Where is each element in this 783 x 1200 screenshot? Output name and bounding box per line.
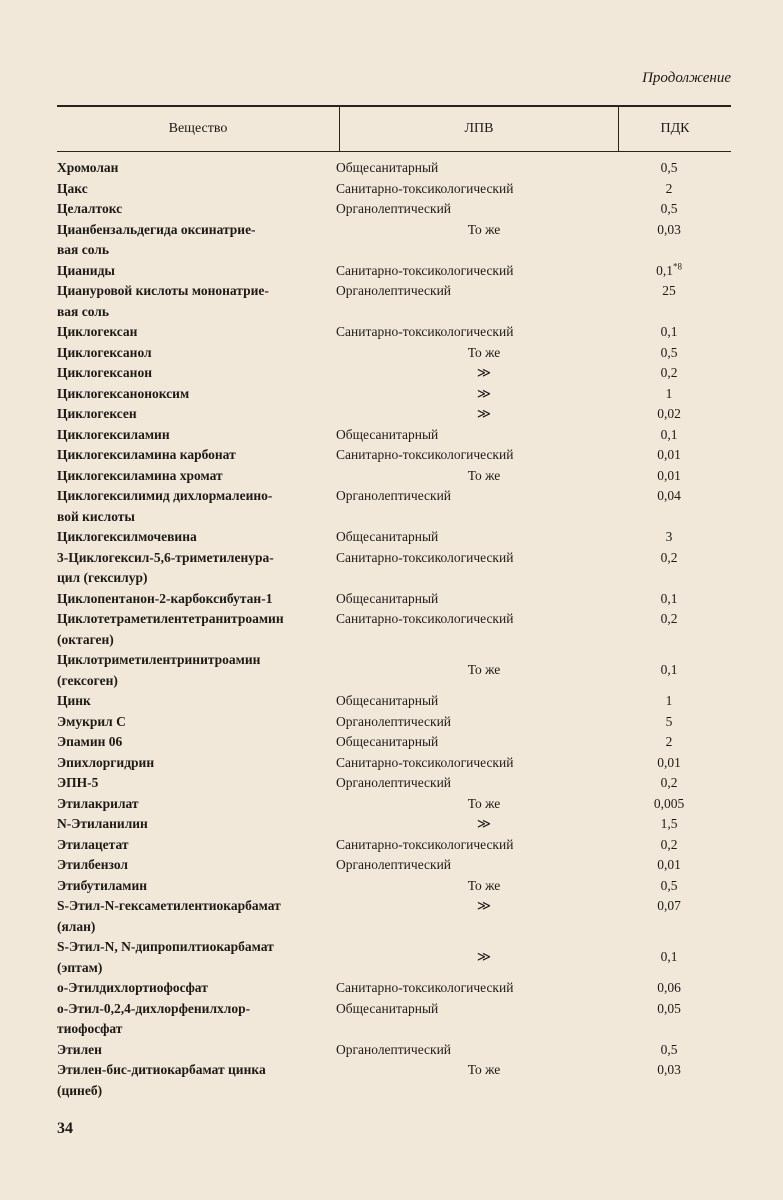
pdk-value: 0,1 bbox=[660, 949, 678, 964]
table-row bbox=[57, 384, 731, 405]
lpv-value: То же bbox=[467, 221, 501, 237]
table-body bbox=[57, 158, 731, 1101]
lpv-value: Санитарно-токсикологический bbox=[336, 549, 514, 565]
pdk-value: 0,07 bbox=[657, 898, 681, 913]
table-row bbox=[57, 404, 731, 425]
lpv-value: Общесанитарный bbox=[336, 426, 439, 442]
lpv-value: Санитарно-токсикологический bbox=[336, 611, 514, 626]
substance-name: Циклогексиламин bbox=[57, 426, 170, 442]
pdk-value: 0,5 bbox=[660, 877, 678, 893]
lpv-value: То же bbox=[467, 662, 501, 677]
substance-name: Циклогексан bbox=[57, 324, 138, 339]
table-row bbox=[57, 732, 731, 753]
pdk-value: 0,1 bbox=[660, 662, 678, 677]
substance-name: Этилацетат bbox=[57, 836, 129, 852]
lpv-value: Органолептический bbox=[336, 1041, 452, 1057]
pdk-value: 25 bbox=[662, 283, 676, 298]
substance-name: Эпамин 06 bbox=[57, 734, 123, 749]
substance-name: Циклопентанон-2-карбоксибутан-1 bbox=[57, 590, 273, 606]
table-row bbox=[57, 445, 731, 466]
substance-name: Циклогексиламина хромат bbox=[57, 467, 223, 483]
substance-name: Цианбензальдегида оксинатрие- вая соль bbox=[57, 221, 256, 257]
table-row bbox=[57, 1040, 731, 1061]
substance-name: Эмукрил С bbox=[57, 713, 126, 729]
substance-name: Циклогексен bbox=[57, 406, 137, 421]
lpv-value: Общесанитарный bbox=[336, 1000, 439, 1016]
table-row bbox=[57, 753, 731, 774]
substance-name: Цианиды bbox=[57, 262, 115, 278]
substance-name: N-Этиланилин bbox=[57, 816, 148, 831]
table-row bbox=[57, 322, 731, 343]
pdk-value: 0,2 bbox=[660, 836, 678, 852]
table-row bbox=[57, 199, 731, 220]
substance-name: Хромолан bbox=[57, 160, 119, 175]
pdk-value: 0,2 bbox=[660, 611, 678, 626]
table-row bbox=[57, 650, 731, 691]
continued-label: Продолжение bbox=[642, 70, 731, 86]
lpv-value: Санитарно-токсикологический bbox=[336, 836, 514, 852]
lpv-value: ≫ bbox=[476, 898, 492, 913]
pdk-value: 0,005 bbox=[653, 795, 685, 811]
lpv-value: То же bbox=[467, 467, 501, 483]
pdk-value: 2 bbox=[665, 180, 673, 196]
pdk-value: 1 bbox=[665, 693, 673, 708]
table-row bbox=[57, 179, 731, 200]
lpv-value: Санитарно-токсикологический bbox=[336, 754, 514, 770]
table-row bbox=[57, 527, 731, 548]
substance-name: Этилен bbox=[57, 1041, 102, 1057]
pdk-value: 0,05 bbox=[657, 1000, 681, 1016]
lpv-value: То же bbox=[467, 344, 501, 360]
substance-name: о-Этил-0,2,4-дихлорфенилхлор- тиофосфат bbox=[57, 1000, 251, 1036]
substance-name: Эпихлоргидрин bbox=[57, 754, 155, 770]
table-row bbox=[57, 937, 731, 978]
substance-name: S-Этил-N-гексаметилентиокарбамат (ялан) bbox=[57, 898, 281, 934]
lpv-value: ≫ bbox=[476, 365, 492, 380]
pdk-value: 3 bbox=[665, 529, 673, 544]
lpv-value: Санитарно-токсикологический bbox=[336, 180, 514, 196]
pdk-value: 0,1 bbox=[660, 590, 678, 606]
table-row bbox=[57, 999, 731, 1040]
table-row bbox=[57, 548, 731, 589]
lpv-value: ≫ bbox=[476, 949, 492, 964]
substance-name: Целалтокс bbox=[57, 201, 123, 216]
table-row bbox=[57, 363, 731, 384]
table-row bbox=[57, 814, 731, 835]
lpv-value: Общесанитарный bbox=[336, 160, 439, 175]
pdk-value: 0,01 bbox=[657, 467, 681, 483]
lpv-value: Органолептический bbox=[336, 201, 452, 216]
pdk-value: 0,5 bbox=[660, 160, 678, 175]
table-row bbox=[57, 261, 731, 282]
table-row bbox=[57, 158, 731, 179]
lpv-value: Органолептический bbox=[336, 775, 452, 790]
lpv-value: То же bbox=[467, 877, 501, 893]
table-row bbox=[57, 1060, 731, 1101]
pdk-value: 0,5 bbox=[660, 1041, 678, 1057]
pdk-value: 0,1 bbox=[660, 324, 678, 339]
page-number: 34 bbox=[57, 1120, 73, 1137]
table-row bbox=[57, 220, 731, 261]
substance-name: Этилакрилат bbox=[57, 795, 139, 811]
lpv-value: Санитарно-токсикологический bbox=[336, 980, 514, 995]
pdk-value: 0,01 bbox=[657, 857, 681, 872]
substance-name: 3-Циклогексил-5,6-триметиленура- цил (гексилур) bbox=[57, 549, 274, 585]
pdk-value: 0,04 bbox=[657, 488, 681, 503]
lpv-value: Санитарно-токсикологический bbox=[336, 447, 514, 462]
lpv-value: ≫ bbox=[476, 385, 492, 401]
substance-name: Циклогексанол bbox=[57, 344, 152, 360]
pdk-value: 0,03 bbox=[657, 221, 681, 237]
table-row bbox=[57, 343, 731, 364]
header-pdk: ПДК bbox=[660, 121, 690, 136]
pdk-value: 0,01 bbox=[657, 754, 681, 770]
lpv-value: Общесанитарный bbox=[336, 529, 439, 544]
lpv-value: ≫ bbox=[476, 406, 492, 421]
substance-name: Циклогексанон bbox=[57, 365, 152, 380]
table-header bbox=[57, 105, 731, 152]
table-row bbox=[57, 609, 731, 650]
pdk-value: 5 bbox=[665, 713, 673, 729]
substance-name: Циклогексаноноксим bbox=[57, 385, 190, 401]
lpv-value: Органолептический bbox=[336, 283, 452, 298]
lpv-value: ≫ bbox=[476, 816, 492, 831]
table-row bbox=[57, 425, 731, 446]
table-row bbox=[57, 876, 731, 897]
table-row bbox=[57, 712, 731, 733]
pdk-value: 0,01 bbox=[657, 447, 681, 462]
table-row bbox=[57, 773, 731, 794]
lpv-value: Органолептический bbox=[336, 488, 452, 503]
substance-name: Цинк bbox=[57, 693, 91, 708]
lpv-value: То же bbox=[467, 1062, 501, 1077]
lpv-value: Общесанитарный bbox=[336, 693, 439, 708]
substance-name: Этилбензол bbox=[57, 857, 128, 872]
substance-name: Циклогексиламина карбонат bbox=[57, 447, 236, 462]
header-substance: Вещество bbox=[57, 107, 340, 151]
lpv-value: Общесанитарный bbox=[336, 734, 439, 749]
pdk-value: 0,02 bbox=[657, 406, 681, 421]
table-row bbox=[57, 691, 731, 712]
lpv-value: Санитарно-токсикологический bbox=[336, 262, 514, 278]
substance-name: Циклогексилимид дихлормалеино- вой кислоты bbox=[57, 488, 273, 524]
table-row bbox=[57, 281, 731, 322]
table-row bbox=[57, 978, 731, 999]
pdk-value: 0,5 bbox=[660, 201, 678, 216]
lpv-value: Органолептический bbox=[336, 857, 452, 872]
table-row bbox=[57, 589, 731, 610]
substance-name: Этилен-бис-дитиокарбамат цинка (цинеб) bbox=[57, 1062, 266, 1098]
table-row bbox=[57, 794, 731, 815]
table-row bbox=[57, 896, 731, 937]
pdk-value: 0,2 bbox=[660, 365, 678, 380]
pdk-value: 0,03 bbox=[657, 1062, 681, 1077]
substance-name: Циклогексилмочевина bbox=[57, 529, 197, 544]
header-lpv: ЛПВ bbox=[340, 107, 619, 151]
pdk-value: 2 bbox=[665, 734, 673, 749]
substance-name: Циклотетраметилентетранитроамин (октаген) bbox=[57, 611, 284, 647]
table-row bbox=[57, 486, 731, 527]
pdk-value: 0,06 bbox=[657, 980, 681, 995]
substance-name: Этибутиламин bbox=[57, 877, 148, 893]
lpv-value: Санитарно-токсикологический bbox=[336, 324, 514, 339]
pdk-value: 0,5 bbox=[660, 344, 678, 360]
substance-name: ЭПН-5 bbox=[57, 775, 99, 790]
lpv-value: То же bbox=[467, 795, 501, 811]
pdk-value: 0,2 bbox=[660, 549, 678, 565]
table-row bbox=[57, 855, 731, 876]
substance-name: Циклотриметилентринитроамин (гексоген) bbox=[57, 652, 261, 688]
lpv-value: Органолептический bbox=[336, 713, 452, 729]
substance-name: S-Этил-N, N-дипропилтиокарбамат (эптам) bbox=[57, 939, 274, 975]
table-row bbox=[57, 835, 731, 856]
pdk-value: 1 bbox=[665, 385, 673, 401]
substance-name: Циануровой кислоты мононатрие- вая соль bbox=[57, 283, 269, 319]
substance-name: о-Этилдихлортиофосфат bbox=[57, 980, 208, 995]
pdk-value: 0,2 bbox=[660, 775, 678, 790]
pdk-value: 1,5 bbox=[660, 816, 678, 831]
pdk-value: 0,1$^{*8}$ bbox=[656, 261, 682, 278]
substance-name: Цакс bbox=[57, 180, 88, 196]
table-row bbox=[57, 466, 731, 487]
pdk-value: 0,1 bbox=[660, 426, 678, 442]
lpv-value: Общесанитарный bbox=[336, 590, 439, 606]
